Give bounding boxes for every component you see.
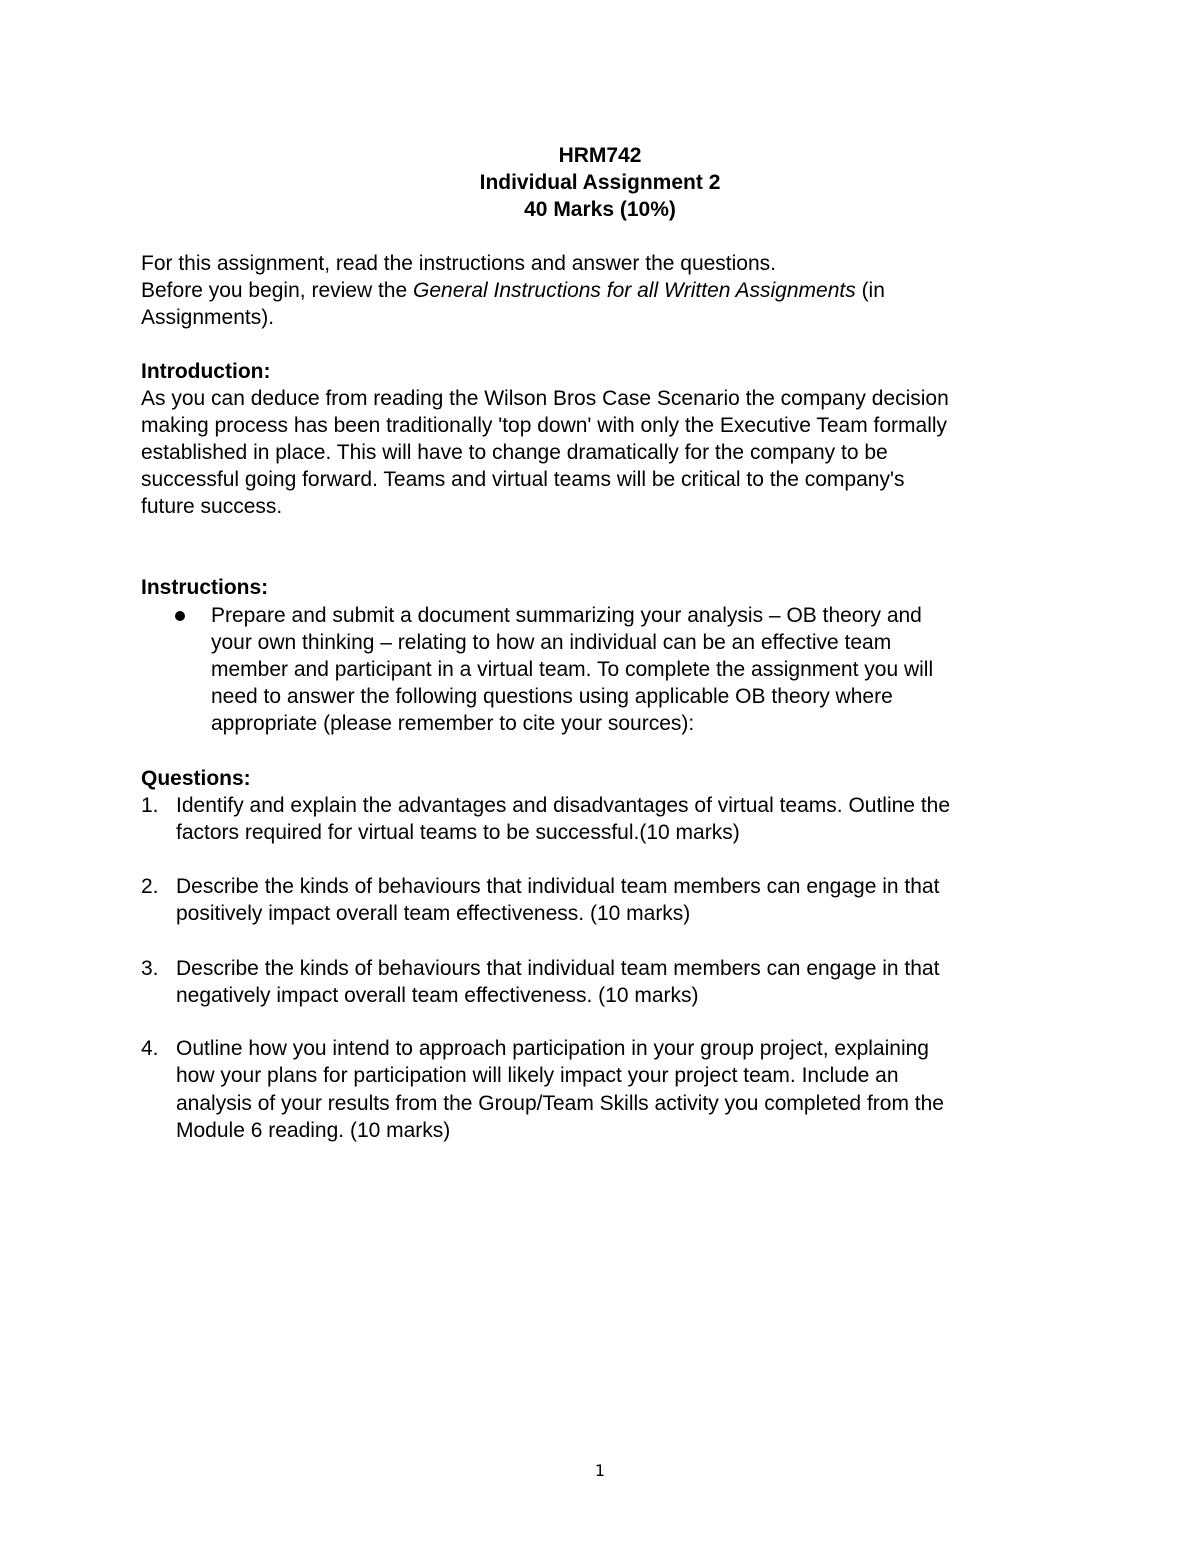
intro-line-2-prefix: Before you begin, review the — [141, 279, 413, 302]
course-code: HRM742 — [558, 144, 642, 167]
question-line: factors required for virtual teams to be successful.(10 marks) — [176, 821, 740, 844]
question-number: 1. — [141, 794, 159, 817]
instruction-bullet-line: appropriate (please remember to cite your sources): — [211, 712, 695, 735]
instruction-bullet-line: your own thinking – relating to how an individual can be an effective team — [211, 631, 892, 654]
general-instructions-reference: General Instructions for all Written Assignments — [413, 279, 856, 302]
question-line: how your plans for participation will likely impact your project team. Include an — [176, 1064, 899, 1087]
questions-heading: Questions: — [141, 767, 251, 790]
instruction-bullet-line: Prepare and submit a document summarizing your analysis – OB theory and — [211, 604, 922, 627]
intro-line-2-suffix: (in — [855, 279, 885, 302]
question-number: 2. — [141, 875, 159, 898]
instruction-bullet-line: need to answer the following questions using applicable OB theory where — [211, 685, 893, 708]
question-line: Describe the kinds of behaviours that individual team members can engage in that — [176, 957, 940, 980]
intro-line-3: Assignments). — [141, 306, 275, 329]
question-line: Module 6 reading. (10 marks) — [176, 1119, 451, 1142]
question-line: Outline how you intend to approach participation in your group project, explaining — [176, 1037, 929, 1060]
intro-line-2 — [141, 277, 1081, 304]
introduction-line: future success. — [141, 495, 283, 518]
introduction-line: making process has been traditionally 'top down' with only the Executive Team formally — [141, 414, 948, 437]
intro-line-1: For this assignment, read the instructions and answer the questions. — [141, 252, 777, 275]
question-number: 3. — [141, 957, 159, 980]
marks-line: 40 Marks (10%) — [524, 198, 676, 221]
instruction-bullet-line: member and participant in a virtual team. To complete the assignment you will — [211, 658, 934, 681]
introduction-line: As you can deduce from reading the Wilson Bros Case Scenario the company decision — [141, 387, 949, 410]
question-line: negatively impact overall team effectiveness. (10 marks) — [176, 984, 699, 1007]
instructions-heading: Instructions: — [141, 576, 269, 599]
question-line: positively impact overall team effectiveness. (10 marks) — [176, 902, 691, 925]
assignment-title: Individual Assignment 2 — [479, 171, 721, 194]
question-line: analysis of your results from the Group/Team Skills activity you completed from the — [176, 1092, 944, 1115]
question-line: Describe the kinds of behaviours that individual team members can engage in that — [176, 875, 940, 898]
introduction-heading: Introduction: — [141, 360, 271, 383]
question-line: Identify and explain the advantages and disadvantages of virtual teams. Outline the — [176, 794, 951, 817]
question-number: 4. — [141, 1037, 159, 1060]
bullet-icon — [175, 611, 185, 621]
introduction-line: successful going forward. Teams and virtual teams will be critical to the company's — [141, 468, 905, 491]
introduction-line: established in place. This will have to change dramatically for the company to be — [141, 441, 888, 464]
page-number: 1 — [594, 1461, 606, 1480]
